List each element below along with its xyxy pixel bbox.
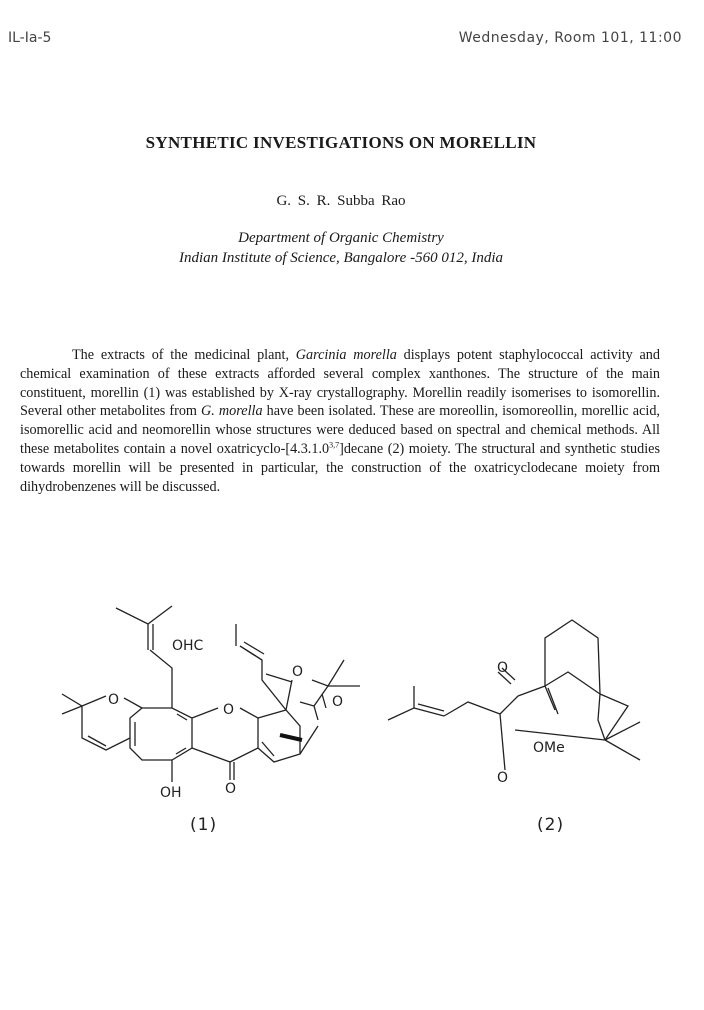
affiliation-institute: Indian Institute of Science, Bangalore -560 012, India <box>179 250 503 266</box>
atom-o-ketone: O <box>332 694 344 710</box>
abstract-part-1: The extracts of the medicinal plant, <box>72 347 296 363</box>
affiliation-department: Department of Organic Chemistry <box>238 230 444 246</box>
atom-oh-label: OH <box>160 785 182 801</box>
species-name-2: G. morella <box>201 403 263 420</box>
atom-o-carbonyl: O <box>225 781 237 797</box>
session-info: Wednesday, Room 101, 11:00 <box>458 30 682 46</box>
atom-o-xanthone: O <box>223 702 235 718</box>
atom-o-bridge: O <box>292 664 304 680</box>
morellin-structure <box>62 606 360 835</box>
atom-ome-label: OMe <box>533 740 565 756</box>
compound-1-label: (1) <box>190 815 218 835</box>
abstract-text <box>20 346 660 496</box>
atom-o-pyran: O <box>108 692 120 708</box>
paper-title: SYNTHETIC INVESTIGATIONS ON MORELLIN <box>145 133 537 152</box>
compound-2-label: (2) <box>537 815 565 835</box>
ring-superscript: 3,7 <box>329 440 340 450</box>
chemical-structures-figure <box>0 590 704 850</box>
atom-o-ketone-2: O <box>497 660 509 676</box>
atom-o-ring-2: O <box>497 770 509 786</box>
author-name: G. S. R. Subba Rao <box>276 193 406 209</box>
abstract-part-2: displays potent staphylococcal activity and chemical examination of these extracts afforded several complex xanthones. The structure of the main constituent, morellin (1) was established by X-ray crystallography. Morellin readily isomerises to isomorellin. Several other metabolites from <box>20 347 660 420</box>
oxatricyclodecane-structure <box>388 620 640 835</box>
atom-ohc-label: OHC <box>172 638 204 654</box>
session-code: IL-Ia-5 <box>8 30 52 46</box>
abstract-part-4: ]decane (2) moiety. The structural and synthetic studies towards morellin will be presented in particular, the construction of the oxatricyclodecane moiety from dihydrobenzenes will be discussed. <box>20 440 660 495</box>
abstract-part-3: have been isolated. These are moreollin, isomoreollin, morellic acid, isomorellic acid and neomorellin whose structures were deduced based on spectral and chemical methods. All these metabolites contain a novel oxatricyclo-[4.3.1.0 <box>20 403 660 457</box>
species-name-1: Garcinia morella <box>295 347 397 363</box>
